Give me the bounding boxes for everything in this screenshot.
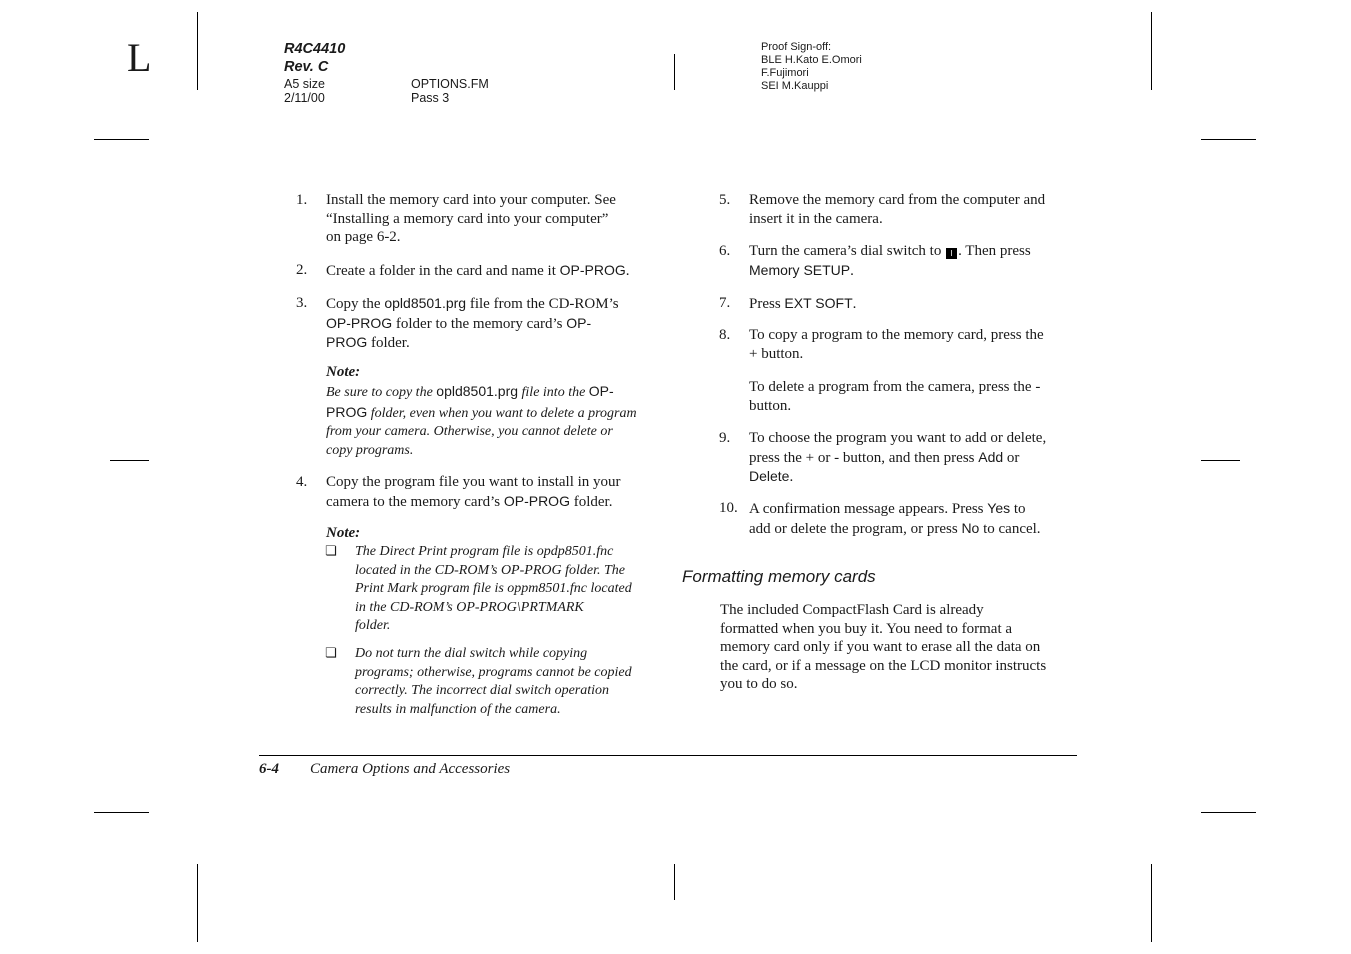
crop-mark [674,54,675,90]
note-title: Note: [326,364,361,380]
text-line: results in malfunction of the camera. [355,701,561,717]
text-run: A confirmation message appears. Press [749,501,988,517]
text-line: The included CompactFlash Card is already [720,602,984,618]
step-9-text [749,429,1046,487]
file-name: opld8501.prg [384,295,467,311]
step-number: 8. [719,327,731,343]
text-run: Press [749,296,785,312]
crop-mark [1151,12,1152,90]
proof-signoff [761,41,862,93]
formatting-paragraph [720,601,1046,694]
text-line: folder. [355,618,391,634]
text-line: memory card only if you want to erase all the data on [720,639,1041,656]
step-2-text [326,261,630,281]
crop-mark [94,139,149,140]
doc-date: 2/11/00 [284,91,325,105]
text-run: folder. [569,493,613,510]
note-1-text [326,382,637,460]
text-line: “Installing a memory card into your computer” [326,210,609,227]
text-run: Create a folder in the card and name it [326,263,560,279]
text-run: . [852,296,857,312]
step-10-text [749,499,1041,538]
crop-letter: L [127,35,152,80]
text-line: located in the CD-ROM’s OP-PROG folder. The [355,562,625,578]
step-number: 10. [719,500,738,516]
doc-revision: Rev. C [284,59,329,75]
menu-label: No [961,519,980,536]
text-run: Copy the [326,296,385,312]
text-line: the card, or if a message on the LCD monitor instructs [720,657,1047,674]
text-line: you to do so. [720,676,798,693]
text-line: Remove the memory card from the computer and [749,192,1046,208]
text-line: from your camera. Otherwise, you cannot delete or [326,424,613,440]
text-line: To copy a program to the memory card, press the [749,327,1044,343]
text-line: button. [749,397,792,414]
text-line: To choose the program you want to add or delete, [749,430,1047,446]
step-number: 7. [719,295,731,311]
step-7-text [749,294,856,314]
note-title: Note: [326,525,361,541]
folder-name: OP-PROG [503,492,570,509]
footer-title: Camera Options and Accessories [310,761,511,777]
dial-mode-icon: I [946,248,957,259]
text-line: Install the memory card into your computer. See [326,192,616,208]
step-number: 4. [296,474,308,490]
section-heading: Formatting memory cards [682,567,876,586]
menu-label: Memory SETUP [749,261,851,278]
step-8-delete-text [749,378,1040,415]
note-2-bullet-2 [355,645,632,719]
folder-name: PROG [326,403,368,420]
text-line: correctly. The incorrect dial switch operation [355,683,610,699]
text-run: to [1010,501,1026,517]
folder-name: OP- [588,383,614,399]
text-run: Be sure to copy the [326,385,437,400]
text-line: copy programs. [326,442,414,458]
menu-label: Delete [749,468,790,485]
proof-line: BLE H.Kato E.Omori [761,54,862,66]
text-line: The Direct Print program file is opdp8501.fnc [355,544,614,559]
doc-size: A5 size [284,77,325,91]
step-number: 2. [296,262,308,278]
text-run: or [1003,449,1020,466]
proof-line: SEI M.Kauppi [761,80,829,92]
step-3-text [326,294,619,353]
file-name: opld8501.prg [436,383,519,399]
text-line: Print Mark program file is oppm8501.fnc located [355,581,632,597]
text-run: press the + or - button, and then press [749,449,979,466]
proof-title: Proof Sign-off: [761,41,832,53]
crop-mark [674,864,675,900]
menu-label: Yes [987,500,1011,516]
text-line: in the CD-ROM’s OP-PROG\PRTMARK [355,599,584,615]
step-number: 1. [296,192,308,208]
text-run: folder to the memory card’s [392,315,567,332]
step-4-text [326,473,621,511]
doc-pass: Pass 3 [411,91,450,105]
text-run: . Then press [958,243,1031,259]
text-line: Copy the program file you want to install in your [326,474,621,490]
menu-label: EXT SOFT [784,295,853,311]
text-run: camera to the memory card’s [326,493,504,510]
text-run: add or delete the program, or press [749,520,962,537]
step-number: 9. [719,430,731,446]
crop-mark [1201,460,1240,461]
text-run: file from the CD-ROM’s [466,296,619,312]
step-8-text [749,326,1044,363]
crop-mark [1151,864,1152,942]
crop-mark [94,812,149,813]
text-run: file into the [518,385,589,400]
step-5-text [749,191,1045,228]
folder-name: PROG [326,334,368,351]
crop-mark [110,460,149,461]
step-number: 5. [719,192,731,208]
text-run: folder. [367,335,410,352]
text-line: To delete a program from the camera, press the - [749,379,1041,395]
text-line: Do not turn the dial switch while copying [355,646,588,661]
note-2-bullet-1 [355,543,632,636]
text-run: Turn the camera’s dial switch to [749,243,946,259]
text-run: folder, even when you want to delete a program [367,405,637,421]
footer-rule [259,755,1077,756]
text-run: . [789,469,794,486]
text-line: + button. [749,345,804,362]
crop-mark [1201,812,1256,813]
checkbox-bullet-icon: ❏ [325,646,337,661]
crop-mark [197,864,198,942]
checkbox-bullet-icon: ❏ [325,544,337,559]
folder-name: OP- [566,314,592,331]
crop-mark [1201,139,1256,140]
text-run: . [850,262,854,279]
text-run: . [625,263,630,279]
text-line: formatted when you buy it. You need to format a [720,620,1013,637]
text-line: on page 6-2. [326,229,401,246]
step-6-text [749,242,1031,280]
text-run: to cancel. [979,520,1041,537]
step-1-text [326,191,616,247]
step-number: 6. [719,243,731,259]
doc-file: OPTIONS.FM [411,77,489,91]
menu-label: Add [978,448,1004,465]
step-number: 3. [296,295,308,311]
page-number: 6-4 [259,761,279,777]
folder-name: OP-PROG [559,262,626,278]
text-line: programs; otherwise, programs cannot be copied [355,664,632,680]
doc-code: R4C4410 [284,41,346,57]
proof-line: F.Fujimori [761,67,809,79]
crop-mark [197,12,198,90]
folder-name: OP-PROG [326,314,393,331]
text-line: insert it in the camera. [749,210,883,227]
